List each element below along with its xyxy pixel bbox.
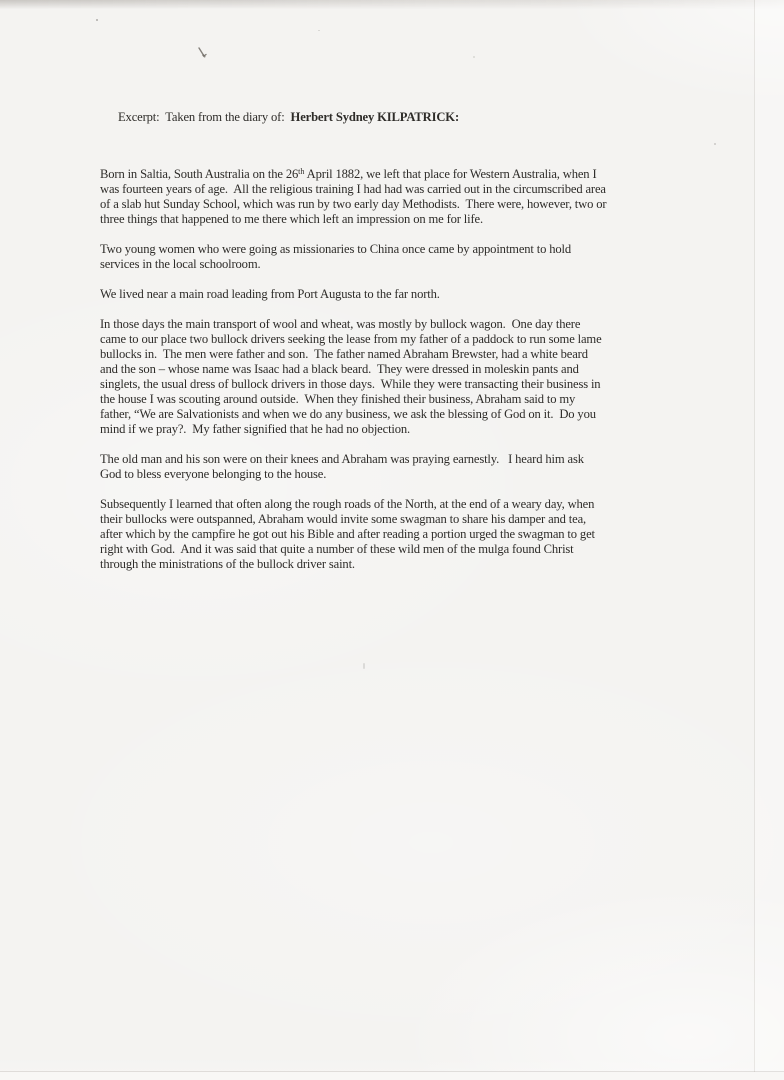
title-prefix: Excerpt: Taken from the diary of: (118, 110, 291, 124)
paragraphs (100, 167, 720, 572)
paragraph (100, 452, 720, 482)
paragraph (100, 287, 720, 302)
text-line: The old man and his son were on their knees and Abraham was praying earnestly. I heard him ask (100, 452, 584, 466)
text-line: came to our place two bullock drivers seeking the lease from my father of a paddock to run some lame (100, 332, 602, 346)
document-text (100, 95, 720, 587)
scan-speck (473, 56, 475, 58)
text-line: We lived near a main road leading from Port Augusta to the far north. (100, 287, 440, 301)
text-line: God to bless everyone belonging to the house. (100, 467, 327, 481)
text-line: In those days the main transport of wool and wheat, was mostly by bullock wagon. One day there (100, 317, 581, 331)
text-line: three things that happened to me there which left an impression on me for life. (100, 212, 483, 226)
text-line: father, “We are Salvationists and when we do any business, we ask the blessing of God on it. Do you (100, 407, 596, 421)
paragraph (100, 242, 720, 272)
text-line: was fourteen years of age. All the religious training I had had was carried out in the circumscribed area (100, 182, 606, 196)
text-line: singlets, the usual dress of bullock drivers in those days. While they were transacting their business in (100, 377, 601, 391)
paper-edge-highlight (0, 1072, 784, 1080)
paper-fold-highlight (755, 0, 784, 1080)
document-title-line (100, 95, 720, 140)
text-line: of a slab hut Sunday School, which was run by two early day Methodists. There were, however, two or (100, 197, 607, 211)
text-line: Two young women who were going as missionaries to China once came by appointment to hold (100, 242, 572, 256)
text-line: Subsequently I learned that often along the rough roads of the North, at the end of a weary day, when (100, 497, 595, 511)
text-line: their bullocks were outspanned, Abraham would invite some swagman to share his damper and tea, (100, 512, 587, 526)
paragraph (100, 497, 720, 572)
text-line: right with God. And it was said that quite a number of these wild men of the mulga found Christ (100, 542, 574, 556)
text-line: services in the local schoolroom. (100, 257, 261, 271)
scan-shadow-top (0, 0, 784, 9)
text-line: Born in Saltia, South Australia on the 26th April 1882, we left that place for Western Australia, when I (100, 167, 597, 181)
diarist-name: Herbert Sydney KILPATRICK: (290, 110, 459, 124)
paragraph (100, 317, 720, 437)
scan-speck (318, 30, 320, 31)
pen-tick-mark (196, 46, 210, 62)
scan-speck (363, 663, 365, 669)
paragraph (100, 167, 720, 227)
text-line: bullocks in. The men were father and son. The father named Abraham Brewster, had a white beard (100, 347, 588, 361)
text-line: after which by the campfire he got out his Bible and after reading a portion urged the swagman to get (100, 527, 595, 541)
text-line: the house I was scouting around outside. When they finished their business, Abraham said to my (100, 392, 576, 406)
superscript: th (298, 167, 305, 176)
scan-speck (96, 19, 98, 21)
text-line: mind if we pray?. My father signified that he had no objection. (100, 422, 411, 436)
text-line: and the son – whose name was Isaac had a black beard. They were dressed in moleskin pants and (100, 362, 579, 376)
text-line: through the ministrations of the bullock driver saint. (100, 557, 355, 571)
